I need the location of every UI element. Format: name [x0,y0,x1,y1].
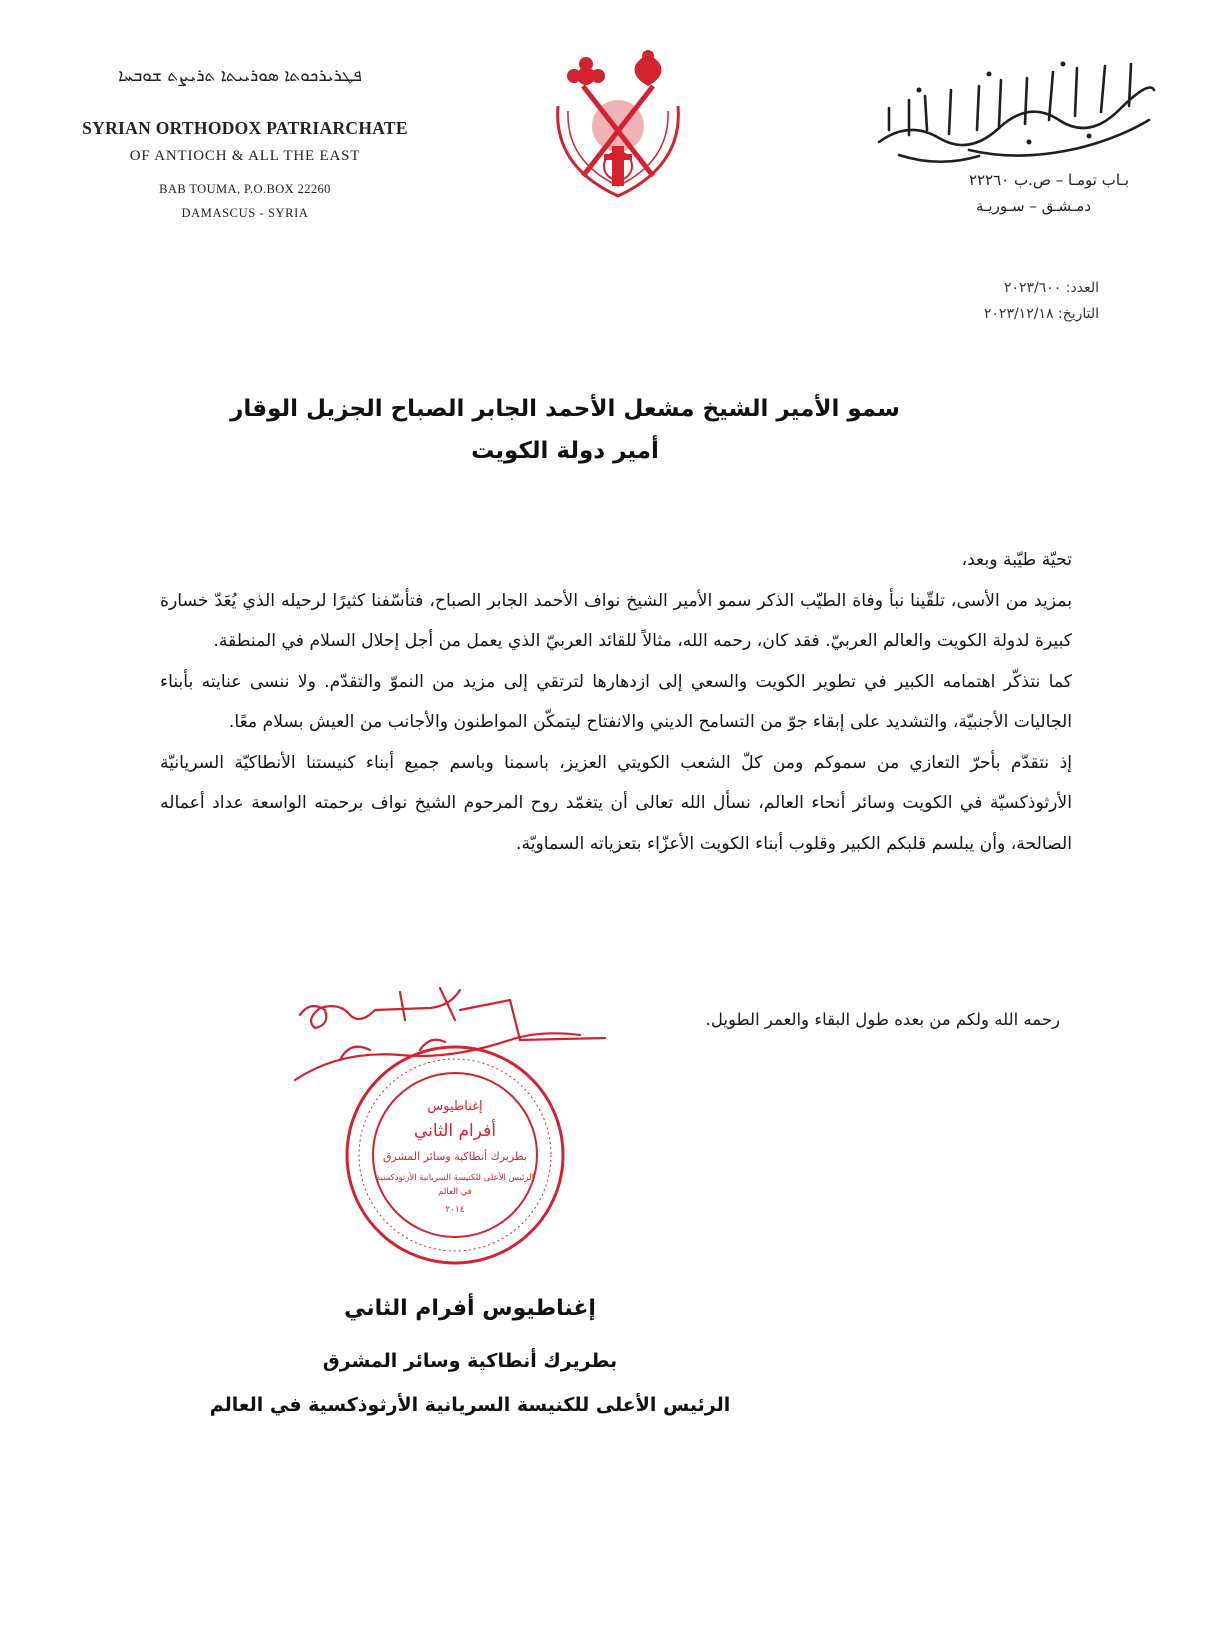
body-paragraph-2: كما نتذكّر اهتمامه الكبير في تطوير الكويت والسعي إلى ازدهارها لترتقي إلى مزيد من النموّ والتقدّم. ولا ننسى عنايته بأبناء الجاليات الأجنبيّة، والتشديد على إبقاء جوّ من التسامح الديني والانفتاح ليتمكّن المواطنون والأجانب من العيش بسلام معًا. [160,671,1072,732]
closing-line: رحمه الله ولكم من بعده طول البقاء والعمر الطويل. [705,1010,1060,1029]
arabic-letterhead-city: دمـشـق – سـوريـة [976,197,1091,215]
letterhead-city: DAMASCUS - SYRIA [181,206,309,220]
seal-year: ٢٠١٤ [445,1205,465,1215]
body-paragraph-1: بمزيد من الأسى، تلقّينا نبأ وفاة الطيّب الذكر سمو الأمير الشيخ نواف الأحمد الجابر الصباح، فتأسّفنا كثيرًا لرحيله الذي يُعَدّ خسارة كبيرة لدولة الكويت والعالم العربيّ. فقد كان، رحمه الله، مثالاً للقائد العربيّ الذي يعمل من أجل إحلال السلام في المنطقة. [160,590,1072,651]
signatory-title-2: الرئيس الأعلى للكنيسة السريانية الأرثوذكسية في العالم [209,1394,731,1416]
signatory-title-1: بطريرك أنطاكية وسائر المشرق [322,1350,618,1372]
letterhead-pobox: BAB TOUMA, P.O.BOX 22260 [159,182,331,196]
arabic-calligraphy-logo [849,50,1169,170]
official-seal [340,1040,570,1270]
seal-line-4: الرئيس الأعلى للكنيسة السريانية الأرثوذكسية [375,1173,535,1183]
seal-line-5: في العالم [438,1187,472,1197]
letter-body [160,540,1072,864]
seal-line-3: بطريرك أنطاكية وسائر المشرق [383,1150,527,1163]
seal-line-2: أفرام الثاني [414,1121,496,1141]
letterhead-title: SYRIAN ORTHODOX PATRIARCHATE [82,118,408,138]
reference-date: التاريخ: ٢٠٢٣/١٢/١٨ [983,306,1099,322]
addressee-title: سمو الأمير الشيخ مشعل الأحمد الجابر الصباح الجزيل الوقار [230,396,900,422]
letterhead-subtitle: OF ANTIOCH & ALL THE EAST [129,148,361,164]
signatory-name: إغناطيوس أفرام الثاني [344,1296,596,1321]
patriarchate-crest-icon [548,46,688,206]
body-paragraph-3: إذ نتقدّم بأحرّ التعازي من سموكم ومن كلّ الشعب الكويتي العزيز، باسمنا وباسم جميع أبناء كنيستنا الأنطاكيّة السريانيّة الأرثوذكسيّة في الكويت وسائر أنحاء العالم، نسأل الله تعالى أن يتغمّد روح المرحوم الشيخ نواف برحمته الواسعة عداد أعماله الصالحة، وأن يبلسم قلبكم الكبير وقلوب أبناء الكويت الأعزّاء بتعزياته السماويّة. [160,752,1072,854]
arabic-letterhead-pobox: بـاب تومـا – ص.ب ٢٢٢٦٠ [968,171,1129,189]
reference-number: العدد: ٢٠٢٣/٦٠٠ [1003,280,1099,296]
greeting: تحيّة طيّبة وبعد، [961,550,1072,570]
addressee-subtitle: أمير دولة الكويت [471,438,659,464]
seal-line-1: إغناطيوس [427,1099,483,1114]
syriac-letterhead-text: ܦܛܪܝܪܟܘܬܐ ܣܘܪܝܝܬܐ ܬܪܝܨܬ ܫܘܒܚܐ [118,66,362,86]
